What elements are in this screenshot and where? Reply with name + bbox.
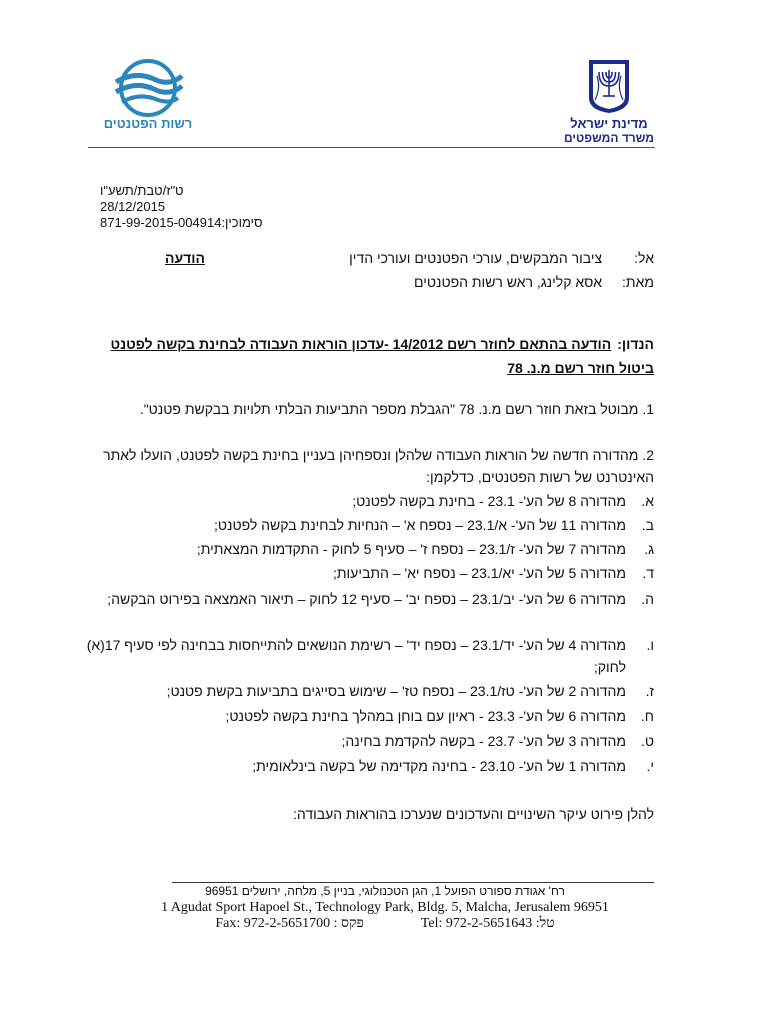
waves-globe-icon (112, 58, 184, 118)
list-item-text: מהדורה 8 של הע'- 23.1 - בחינת בקשה לפטנט; (352, 493, 626, 509)
hebrew-date: ט"ז/טבת/תשע"ו (100, 183, 184, 198)
list-item-letter: ה. (641, 591, 654, 607)
list-item (74, 755, 654, 777)
list-item-text: מהדורה 7 של הע'- ז/23.1 – נספח ז' – סעיף 5 לחוק - התקדמות המצאתית; (196, 541, 626, 557)
list-item-letter: ח. (640, 708, 654, 724)
list-item-letter: א. (641, 493, 654, 509)
subject-subtitle: ביטול חוזר רשם מ.נ. 78 (507, 360, 654, 376)
to-value: ציבור המבקשים, עורכי הפטנטים ועורכי הדין (349, 250, 603, 266)
list-item (74, 730, 654, 752)
list-item-letter: ט. (640, 733, 654, 749)
ministry-name: משרד המשפטים (564, 131, 654, 145)
menorah-emblem-icon (587, 58, 631, 114)
subject-label: הנדון: (617, 336, 654, 352)
closing-line: להלן פירוט עיקר השינויים והעדכונים שנערכו בהוראות העבודה: (292, 806, 654, 822)
list-item (74, 680, 654, 702)
list-item-letter: ב. (641, 517, 654, 533)
patent-office-name: רשות הפטנטים (103, 116, 193, 131)
list-item (74, 588, 654, 610)
notice-label: הודעה (165, 250, 205, 266)
list-item (74, 705, 654, 727)
state-emblem-logo (554, 58, 664, 145)
from-label: מאת: (622, 274, 654, 290)
paragraph-2: 2. מהדורה חדשה של הוראות העבודה שלהלן ונספחיהן בעניין בחינת בקשה לפטנט, הועלו לאתר האינטרנט של רשות הפטנטים, כדלקמן: (103, 447, 654, 485)
list-item-letter: ד. (642, 565, 654, 581)
from-line (234, 274, 654, 290)
footer-fax: Fax: 972-2-5651700 : פקס (215, 916, 364, 931)
footer-address-english: 1 Agudat Sport Hapoel St., Technology Park, Bldg. 5, Malcha, Jerusalem 96951 (161, 900, 609, 915)
list-item (74, 514, 654, 536)
list-item-text: מהדורה 4 של הע'- יד/23.1 – נספח יד' – רשימת הנושאים להתייחסות בבחינה לפי סעיף 17(א) לחוק; (86, 637, 626, 675)
list-item (74, 538, 654, 560)
list-item-letter: י. (646, 758, 654, 774)
list-item (74, 490, 654, 512)
footer-address-hebrew: רח' אגודת ספורט הפועל 1, הגן הטכנולוגי, בניין 5, מלחה, ירושלים 96951 (205, 884, 565, 898)
list-item-text: מהדורה 6 של הע'- יב/23.1 – נספח יב' – סעיף 12 לחוק – תיאור האמצאה בפירוט הבקשה; (107, 591, 626, 607)
reference-label: סימוכין: (221, 215, 263, 230)
footer-contact (150, 916, 620, 932)
footer-tel: Tel: 972-2-5651643 :טל (420, 916, 555, 931)
subject-title: הודעה בהתאם לחוזר רשם 14/2012 -עדכון הוראות העבודה לבחינת בקשה לפטנט (110, 336, 612, 352)
list-item (74, 634, 654, 678)
list-item-text: מהדורה 1 של הע'- 23.10 - בחינה מקדימה של בקשה בינלאומית; (252, 758, 626, 774)
list-item-text: מהדורה 6 של הע'- 23.3 - ראיון עם בוחן במהלך בחינת בקשה לפטנט; (225, 708, 626, 724)
to-line (234, 250, 654, 266)
list-item-text: מהדורה 2 של הע'- טז/23.1 – נספח טז' – שימוש בסייגים בתביעות בקשת פטנט; (166, 683, 626, 699)
subject-line (94, 336, 654, 352)
list-item-letter: ג. (644, 541, 654, 557)
from-value: אסא קלינג, ראש רשות הפטנטים (414, 274, 603, 290)
list-item-text: מהדורה 11 של הע'- א/23.1 – נספח א' – הנחיות לבחינת בקשה לפטנט; (214, 517, 626, 533)
paragraph-1: 1. מבוטל בזאת חוזר רשם מ.נ. 78 "הגבלת מספר התביעות הבלתי תלויות בבקשת פטנט". (139, 401, 654, 417)
header-divider (88, 147, 655, 148)
footer (150, 884, 620, 932)
list-item-text: מהדורה 3 של הע'- 23.7 - בקשה להקדמת בחינה; (341, 733, 626, 749)
patent-office-logo (88, 58, 208, 131)
list-item (74, 562, 654, 584)
gregorian-date: 28/12/2015 (100, 199, 166, 214)
footer-divider (172, 882, 654, 883)
list-item-letter: ז. (645, 683, 654, 699)
to-label: אל: (634, 250, 654, 266)
list-item-letter: ו. (646, 637, 654, 653)
list-item-text: מהדורה 5 של הע'- יא/23.1 – נספח יא' – התביעות; (332, 565, 626, 581)
reference-line (100, 215, 300, 230)
reference-number: 871-99-2015-004914 (100, 215, 222, 230)
state-name: מדינת ישראל (570, 116, 648, 131)
